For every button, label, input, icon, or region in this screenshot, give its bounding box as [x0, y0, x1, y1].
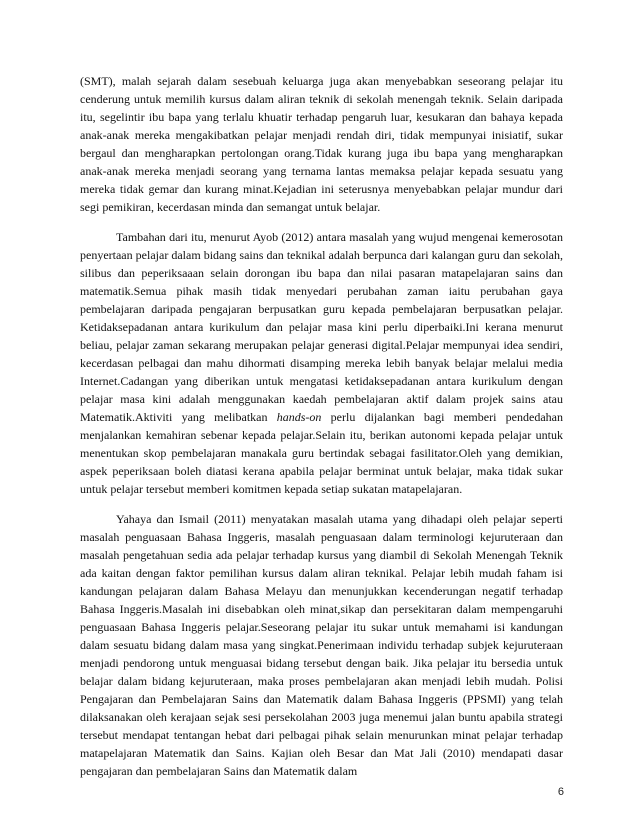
paragraph-1: (SMT), malah sejarah dalam sesebuah keluarga juga akan menyebabkan seseorang pelajar itu cenderung untuk memilih kursus dalam aliran teknik di sekolah menengah teknik. Selain daripada itu, segelintir ibu bapa yang terlalu khuatir terhadap pengaruh luar, kesukaran dan bahaya kepada anak-anak mereka mengakibatkan pelajar menjadi rendah diri, tidak mempunyai inisiatif, sukar bergaul dan mengharapkan pertolongan orang.Tidak kurang juga ibu bapa yang mengharapkan anak-anak mereka menjadi seorang yang ternama lantas memaksa pelajar kepada sesuatu yang mereka tidak gemar dan kurang minat.Kejadian ini seterusnya menyebabkan pelajar mundur dari segi pemikiran, kecerdasan minda dan semangat untuk belajar. — [80, 74, 563, 214]
italic-term-hands-on: hands-on — [276, 410, 322, 424]
paragraph-2 — [80, 228, 563, 498]
paragraph-3: Yahaya dan Ismail (2011) menyatakan masalah utama yang dihadapi oleh pelajar seperti masalah penguasaan Bahasa Inggeris, masalah penguasaan dalam terminologi kejuruteraan dan masalah pengetahuan sedia ada pelajar terhadap kursus yang diambil di Sekolah Menengah Teknik ada kaitan dengan faktor pemilihan kursus dalam aliran teknikal. Pelajar lebih mudah faham isi kandungan pelajaran dalam Bahasa Melayu dan menunjukkan kecenderungan negatif terhadap Bahasa Inggeris.Masalah ini disebabkan oleh minat,sikap dan persekitaran dalam mempengaruhi penguasaan Bahasa Inggeris pelajar.Seseorang pelajar itu sukar untuk memahami isi kandungan dalam sesuatu bidang dalam masa yang singkat.Penerimaan individu terhadap subjek kejuruteraan menjadi pendorong untuk menguasai bidang tersebut dengan baik. Jika pelajar itu bersedia untuk belajar dalam bidang kejuruteraan, maka proses pembelajaran akan menjadi lebih mudah. Polisi Pengajaran dan Pembelajaran Sains dan Matematik dalam Bahasa Inggeris (PPSMI) yang telah dilaksanakan oleh kerajaan sejak sesi persekolahan 2003 juga menemui jalan buntu apabila strategi tersebut mendapat tentangan hebat dari pelbagai pihak selain menurunkan minat pelajar terhadap matapelajaran Matematik dan Sains. Kajian oleh Besar dan Mat Jali (2010) mendapati dasar pengajaran dan pembelajaran Sains dan Matematik dalam — [80, 512, 563, 778]
page-number: 6 — [557, 786, 564, 798]
body-text — [80, 72, 563, 780]
paragraph-2-text-end: perlu dijalankan bagi memberi pendedahan menjalankan kemahiran sebenar kepada pelajar.Selain itu, berikan autonomi kepada pelajar untuk menentukan skop pembelajaran manakala guru bertindak sebagai fasilitator.Oleh yang demikian, aspek peperiksaan boleh diatasi kerana apabila pelajar berminat untuk belajar, maka tidak sukar untuk pelajar tersebut memberi komitmen kepada setiap sukatan matapelajaran. — [80, 410, 563, 496]
paragraph-2-text-start: Tambahan dari itu, menurut Ayob (2012) antara masalah yang wujud mengenai kemerosotan penyertaan pelajar dalam bidang sains dan teknikal adalah berpunca dari kalangan guru dan sekolah, silibus dan peperiksaaan selain dorongan ibu bapa dan nilai pasaran matapelajaran sains dan matematik.Semua pihak masih tidak menyedari perubahan zaman iaitu perubahan gaya pembelajaran daripada pengajaran berpusatkan guru kepada pembelajaran berpusatkan pelajar. Ketidaksepadanan antara kurikulum dan pelajar masa kini perlu diperbaiki.Ini kerana menurut beliau, pelajar zaman sekarang merupakan pelajar generasi digital.Pelajar mempunyai idea sendiri, kecerdasan pelbagai dan mahu dihormati disamping mereka lebih banyak belajar melalui media Internet.Cadangan yang diberikan untuk mengatasi ketidaksepadanan antara kurikulum dengan pelajar masa kini adalah menggunakan kaedah pembelajaran aktif dalam projek sains atau Matematik.Aktiviti yang melibatkan — [80, 230, 563, 424]
